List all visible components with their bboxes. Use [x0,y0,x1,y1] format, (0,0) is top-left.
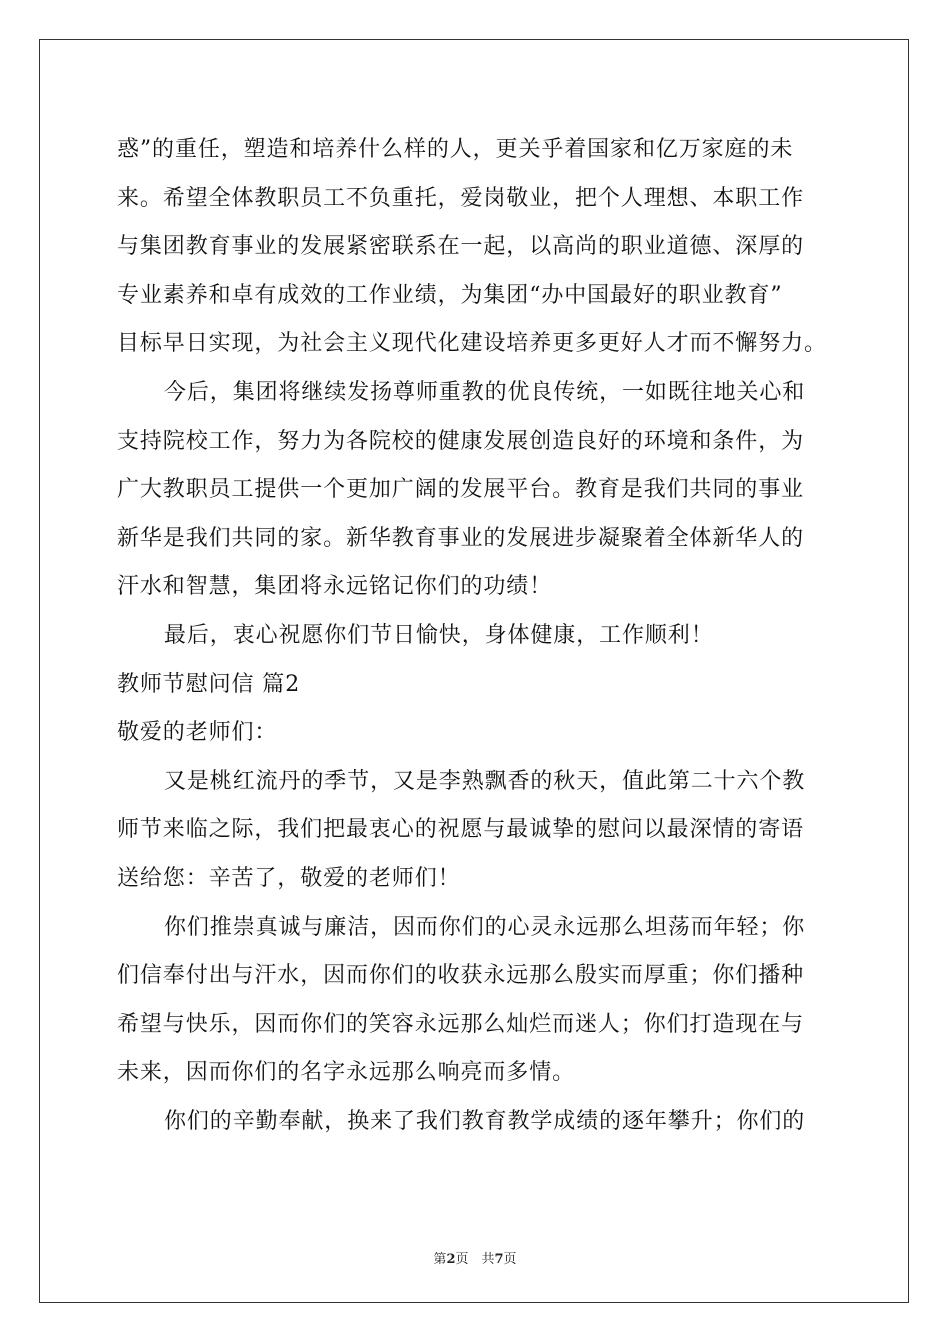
text-line: 你们推崇真诚与廉洁，因而你们的心灵永远那么坦荡而年轻；你 [164,914,806,940]
document-body [117,126,843,1146]
page-total: 7 [494,1252,504,1267]
text-line: 来。希望全体教职员工不负重托，爱岗敬业，把个人理想、本职工作 [117,185,805,211]
page-mid: 页 共 [455,1252,495,1267]
text-line: 你们的辛勤奉献，换来了我们教育教学成绩的逐年攀升；你们的 [164,1108,806,1134]
text-line: 专业素养和卓有成效的工作业绩，为集团“办中国最好的职业教育” [117,282,783,308]
page-suffix: 页 [503,1252,517,1267]
text-line: 汗水和智慧，集团将永远铭记你们的功绩！ [117,574,553,600]
text-line: 今后，集团将继续发扬尊师重教的优良传统，一如既往地关心和 [164,379,806,405]
page-prefix: 第 [433,1252,447,1267]
text-line: 希望与快乐，因而你们的笑容永远那么灿烂而迷人；你们打造现在与 [117,1011,805,1037]
text-line: 又是桃红流丹的季节，又是李熟飘香的秋天，值此第二十六个教 [164,768,806,794]
text-line: 们信奉付出与汗水，因而你们的收获永远那么殷实而厚重；你们播种 [117,963,805,989]
text-line: 新华是我们共同的家。新华教育事业的发展进步凝聚着全体新华人的 [117,525,805,551]
text-line: 送给您：辛苦了，敬爱的老师们！ [117,865,461,891]
text-line: 与集团教育事业的发展紧密联系在一起，以高尚的职业道德、深厚的 [117,234,805,260]
text-line: 支持院校工作，努力为各院校的健康发展创造良好的环境和条件，为 [117,428,805,454]
section-heading: 教师节慰问信 篇2 [117,671,301,697]
text-line: 目标早日实现，为社会主义现代化建设培养更多更好人才而不懈努力。 [117,331,827,357]
text-line: 未来，因而你们的名字永远那么响亮而多情。 [117,1060,576,1086]
text-line: 惑”的重任，塑造和培养什么样的人，更关乎着国家和亿万家庭的未 [117,137,794,162]
salutation: 敬爱的老师们： [117,720,278,746]
text-line: 师节来临之际，我们把最衷心的祝愿与最诚挚的慰问以最深情的寄语 [117,817,805,843]
page-footer [0,1248,950,1267]
page-current: 2 [446,1252,456,1267]
text-line: 广大教职员工提供一个更加广阔的发展平台。教育是我们共同的事业 [117,477,805,503]
text-line: 最后，衷心祝愿你们节日愉快，身体健康，工作顺利！ [164,622,714,648]
